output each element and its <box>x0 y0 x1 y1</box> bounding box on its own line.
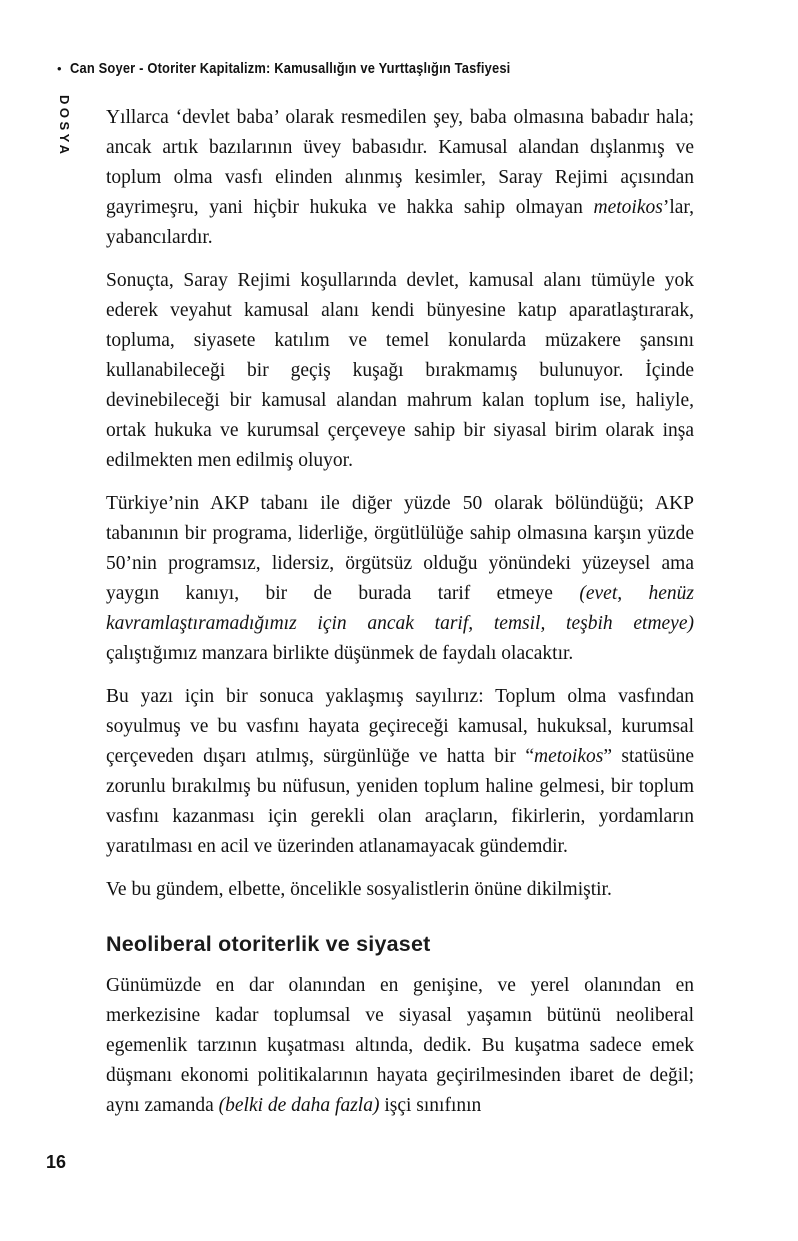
text-run: işçi sınıfının <box>379 1095 482 1116</box>
text-run: ” statüsüne zorunlu bırakılmış bu nüfusun, yeniden toplum haline gelmesi, bir toplum vasfını kazanması için gerekli olan araçların, fikirlerin, yordamların yaratılması en acil ve üzerinden atlanamayacak gündemdir. <box>106 746 695 857</box>
paragraph <box>106 103 694 253</box>
text-run: Bu yazı için bir sonuca yaklaşmış sayılırız: Toplum olma vasfından soyulmuş ve bu vasfını hayata geçireceği kamusal, hukuksal, kurumsal çerçeveden dışarı atılmış, sürgünlüğe ve hatta bir “ <box>106 686 694 767</box>
page-number: 16 <box>46 1152 67 1172</box>
text-run: Sonuçta, Saray Rejimi koşullarında devlet, kamusal alanı tümüyle yok ederek veyahut kamusal alanı kendi bünyesine katıp aparatlaştırarak, topluma, siyasete katılım ve temel konularda müzakere şansını kullanabileceği bir geçiş kuşağı bırakmamış bulunuyor. İçinde devinebileceği bir kamusal alandan mahrum kalan toplum ise, haliyle, ortak hukuka ve kurumsal çerçeveye sahip bir siyasal birim olarak inşa edilmekten men edilmiş oluyor. <box>106 270 694 471</box>
paragraph <box>106 875 694 905</box>
text-run: Yıllarca ‘devlet baba’ olarak resmedilen şey, baba olmasına babadır hala; ancak artık bazılarının üvey babasıdır. Kamusal alandan dışlanmış ve toplum olma vasfı elinden alınmış kesimler, Saray Rejimi açısından gayrimeşru, yani hiçbir hukuka ve hakka sahip olmayan <box>106 107 694 218</box>
running-header-text <box>70 60 510 77</box>
section-heading: Neoliberal otoriterlik ve siyaset <box>106 932 431 956</box>
italic-text-run: metoikos <box>593 197 663 218</box>
header-separator: - <box>138 60 144 77</box>
text-run: çalıştığımız manzara birlikte düşünmek de faydalı olacaktır. <box>106 643 574 664</box>
running-header <box>57 60 582 77</box>
margin-section-label: DOSYA <box>57 95 72 158</box>
header-article-title: Otoriter Kapitalizm: Kamusallığın ve Yurttaşlığın Tasfiyesi <box>146 60 511 77</box>
paragraph <box>106 682 694 862</box>
italic-text-run: (evet, henüz kavramlaştıramadığımız için ancak tarif, temsil, teşbih etmeye) <box>106 583 694 634</box>
paragraph <box>106 971 694 1121</box>
header-author: Can Soyer <box>69 60 135 77</box>
paragraph <box>106 266 694 476</box>
bullet-icon: • <box>57 61 62 76</box>
body-content <box>106 103 694 1134</box>
paragraph <box>106 489 694 669</box>
text-run: ’lar, yabancılardır. <box>106 197 694 248</box>
italic-text-run: (belki de daha fazla) <box>218 1095 380 1116</box>
text-run: Türkiye’nin AKP tabanı ile diğer yüzde 50 olarak bölündüğü; AKP tabanının bir programa, liderliğe, örgütlülüğe sahip olmasına karşın yüzde 50’nin programsız, lidersiz, örgütsüz olduğu yönündeki yüzeysel ama yaygın kanıyı, bir de burada tarif etmeye <box>106 493 694 604</box>
text-run: Ve bu gündem, elbette, öncelikle sosyalistlerin önüne dikilmiştir. <box>106 879 612 900</box>
text-run: Günümüzde en dar olanından en genişine, ve yerel olanından en merkezisine kadar toplumsal ve siyasal yaşamın bütünü neoliberal egemenlik tarzının kuşatması altında, dedik. Bu kuşatma sadece emek düşmanı ekonomi politikalarının hayata geçirilmesinden ibaret de değil; aynı zamanda <box>106 975 694 1116</box>
italic-text-run: metoikos <box>534 746 604 767</box>
